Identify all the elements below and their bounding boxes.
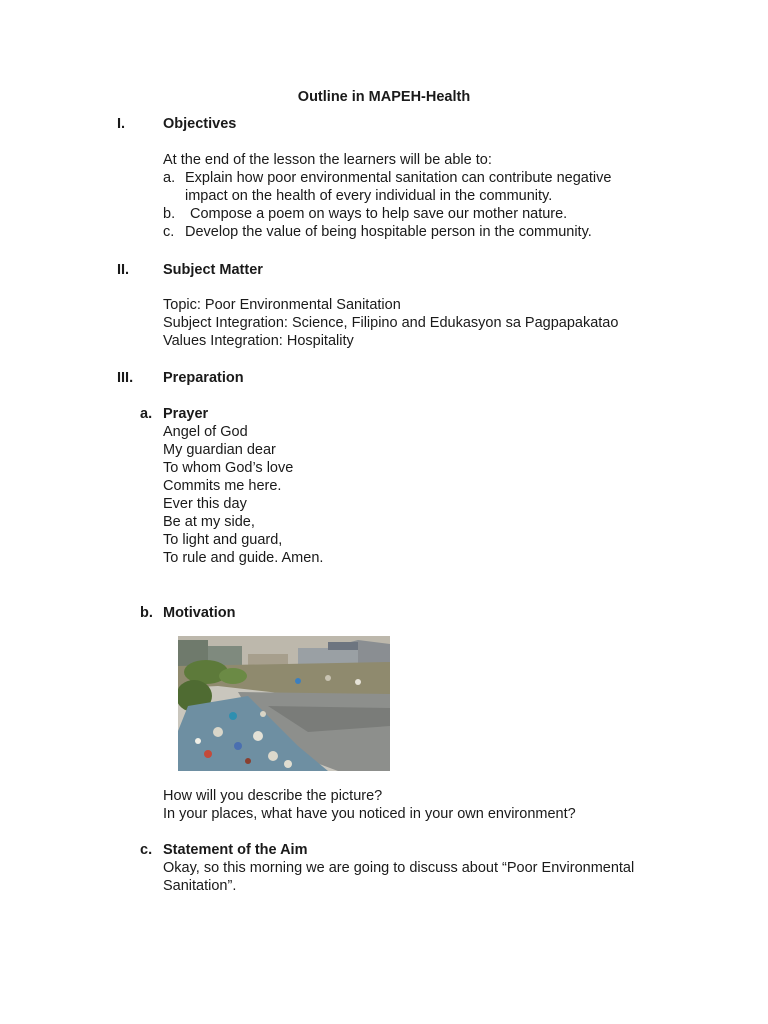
section-heading-objectives: Objectives xyxy=(163,116,237,132)
document-title: Outline in MAPEH-Health xyxy=(297,89,471,105)
prayer-letter: a. xyxy=(140,406,153,422)
prayer-line: To rule and guide. Amen. xyxy=(163,550,324,566)
section-heading-preparation: Preparation xyxy=(163,370,244,386)
objective-c-line-1: Develop the value of being hospitable person in the community. xyxy=(185,224,592,240)
objective-letter-a: a. xyxy=(163,170,176,186)
section-heading-subject-matter: Subject Matter xyxy=(163,262,263,278)
objective-b-line-1: Compose a poem on ways to help save our mother nature. xyxy=(190,206,568,222)
prayer-line: To whom God’s love xyxy=(163,460,294,476)
aim-line-2: Sanitation”. xyxy=(163,878,237,894)
subject-topic: Topic: Poor Environmental Sanitation xyxy=(163,297,401,313)
motivation-question-1: How will you describe the picture? xyxy=(163,788,383,804)
section-numeral-preparation: III. xyxy=(117,370,134,386)
prayer-heading: Prayer xyxy=(163,406,209,422)
prayer-line: Be at my side, xyxy=(163,514,255,530)
objective-letter-b: b. xyxy=(163,206,176,222)
objective-a-line-2: impact on the health of every individual in the community. xyxy=(185,188,553,204)
prayer-line: Angel of God xyxy=(163,424,248,440)
subject-integration: Subject Integration: Science, Filipino and Edukasyon sa Pagpapakatao xyxy=(163,315,619,331)
aim-line-1: Okay, so this morning we are going to discuss about “Poor Environmental xyxy=(163,860,635,876)
values-integration: Values Integration: Hospitality xyxy=(163,333,354,349)
objective-a-line-1: Explain how poor environmental sanitation can contribute negative xyxy=(185,170,612,186)
objectives-intro: At the end of the lesson the learners will be able to: xyxy=(163,152,492,168)
prayer-line: Commits me here. xyxy=(163,478,282,494)
aim-heading: Statement of the Aim xyxy=(163,842,308,858)
section-numeral-subject-matter: II. xyxy=(117,262,130,278)
polluted-canal-photo xyxy=(178,636,390,771)
motivation-heading: Motivation xyxy=(163,605,236,621)
motivation-letter: b. xyxy=(140,605,153,621)
objective-letter-c: c. xyxy=(163,224,175,240)
motivation-question-2: In your places, what have you noticed in your own environment? xyxy=(163,806,576,822)
prayer-line: To light and guard, xyxy=(163,532,283,548)
prayer-line: Ever this day xyxy=(163,496,247,512)
prayer-line: My guardian dear xyxy=(163,442,276,458)
section-numeral-objectives: I. xyxy=(117,116,126,132)
aim-letter: c. xyxy=(140,842,153,858)
